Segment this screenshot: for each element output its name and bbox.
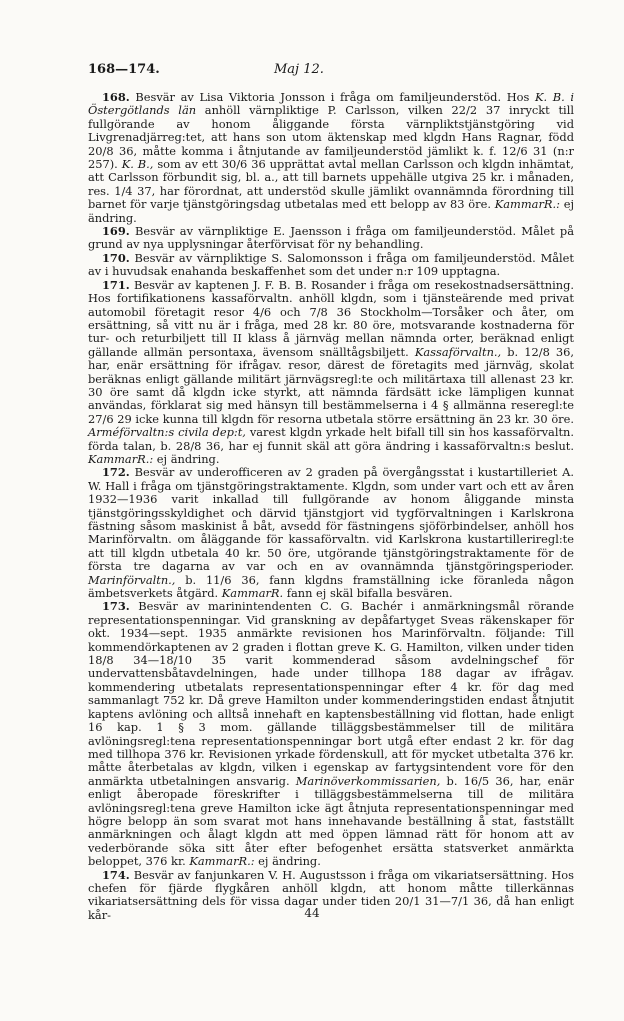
- date-heading: Maj 12.: [274, 62, 324, 77]
- page-number: 44: [304, 906, 320, 920]
- page-header: [88, 62, 574, 77]
- entry-172: 172. Besvär av underofficeren av 2 graden på övergångsstat i kustartilleriet A. W. Hall i fråga om tjänstgöringstraktamente. Klgdn, som under vart och ett av åren 1932—1936 varit inkallad till fullgörande av honom åliggande minsta tjänstgöringsskyldighet och därvid tjänstgjort vid tygförvaltningen i Karlskrona fästning såsom maskinist å båt, avsedd för fästningens sjöförbindelser, anhöll hos Marinförvaltn. om åläggande för kassaförvaltn. vid Karlskrona kustartilleriregl:te att till klgdn utbetala 40 kr. 50 öre, utgörande tjänstgöringstraktamente för de första tre dagarna av var och en av ovannämnda tjänstgöringsperioder. Marinförvaltn., b. 11/6 36, fann klgdns framställning icke föranleda någon ämbetsverkets åtgärd. KammarR. fann ej skäl bifalla besvären.: [88, 465, 574, 601]
- entry-170: 170. Besvär av värnpliktige S. Salomonsson i fråga om familjeunderstöd. Målet av i huvudsak enahanda beskaffenhet som det under n:r 109 upptagna.: [88, 250, 574, 279]
- entry-number: 170.: [102, 250, 130, 265]
- entry-number: 174.: [102, 867, 130, 882]
- entry-number: 169.: [102, 224, 130, 239]
- entry-number: 168.: [102, 90, 130, 104]
- entry-169: 169. Besvär av värnpliktige E. Jaensson i fråga om familjeunderstöd. Målet på grund av nya upplysningar återförvisat för ny behandling.: [88, 224, 574, 252]
- entry-number: 173.: [102, 599, 130, 614]
- entry-174: 174. Besvär av fanjunkaren V. H. Augustsson i fråga om vikariatsersättning. Hos chefen för fjärde flygkåren anhöll klgdn, att honom måtte tillerkännas vikariatsersättning dels för vissa dagar under tiden 20/1 31—7/1 36, då han enligt kår-: [88, 867, 574, 922]
- entry-173: 173. Besvär av marinintendenten C. G. Bachér i anmärkningsmål rörande representationspenningar. Vid granskning av depåfartyget Sveas räkenskaper för okt. 1934—sept. 1935 anmärkte revisionen hos Marinförvaltn. följande: Till kommendörkaptenen av 2 graden i flottan greve K. G. Hamilton, vilken under tiden 18/8 34—18/10 35 varit kommenderad såsom avdelningschef för undervattensbåtavdelningen, hade under tillhopa 188 dagar av ifrågav. kommendering utbetalats representationspenningar efter 4 kr. för dag med sammanlagt 752 kr. Då greve Hamilton under kommenderingstiden endast åtnjutit kaptens avlöning och alltså innehaft en kaptensbeställning vid flottan, hade enligt 16 kap. 1 § 3 mom. gällande tilläggsbestämmelser till de militära avlöningsregl:tena representationspenningar bort utgå efter endast 2 kr. för dag med tillhopa 376 kr. Revisionen yrkade fördenskull, att för mycket utbetalta 376 kr. måtte återbetalas av klgdn, vilken i egenskap av fartygsintendent vore för den anmärkta utbetalningen ansvarig. Marinöverkommissarien, b. 16/5 36, har, enär enligt åberopade föreskrifter i tilläggsbestämmelserna till de militära avlöningsregl:tena greve Hamilton icke ägt åtnjuta representationspenningar med högre belopp än som svarat mot hans innehavande beställning å stat, fastställt anmärkningen och ålagt klgdn att med öppen lämnad rätt för honom att av vederbörande söka sitt åter efter befogenhet ersätta statsverket anmärkta beloppet, 376 kr. KammarR.: ej ändring.: [88, 599, 574, 869]
- document-body: [88, 91, 574, 922]
- entry-168: 168. Besvär av Lisa Viktoria Jonsson i fråga om familjeunderstöd. Hos K. B. i Östergötlands län anhöll värnpliktige P. Carlsson, vilken 22/2 37 inryckt till fullgörande av honom åliggande första värnpliktstjänstgöring vid Livgrenadjärreg:tet, att hans son utom äktenskap med klgdn Hans Ragnar, född 20/8 36, måtte komma i åtnjutande av familjeunderstöd jämlikt k. f. 12/6 31 (n:r 257). K. B., som av ett 30/6 36 upprättat avtal mellan Carlsson och klgdn inhämtat, att Carlsson förbundit sig, bl. a., att till barnets uppehälle utgiva 25 kr. i månaden, res. 1/4 37, har förordnat, att understöd skulle jämlikt ovannämnda förordning till barnet för varje tjänstgöringsdag utbetalas med ett belopp av 83 öre. KammarR.: ej ändring.: [88, 90, 574, 225]
- entry-number: 172.: [102, 465, 130, 480]
- entry-number: 171.: [102, 277, 130, 292]
- entry-171: 171. Besvär av kaptenen J. F. B. B. Rosander i fråga om resekostnadsersättning. Hos fortifikationens kassaförvaltn. anhöll klgdn, som i tjänsteärende med privat automobil företagit resor 4/6 och 7/8 36 Stockholm—Torsåker och åter, om ersättning, så vitt nu är i fråga, med 28 kr. 80 öre, motsvarande kostnaderna för tur- och returbiljett till II klass å järnväg mellan nämnda orter, beräknad enligt gällande allmän persontaxa, ävensom snälltågsbiljett. Kassaförvaltn., b. 12/8 36, har, enär ersättning för ifrågav. resor, därest de företagits med järnväg, skolat beräknas enligt gällande militärt järnvägsregl:te och militärtaxa till allenast 23 kr. 30 öre samt då klgdn icke styrkt, att nämnda färdsätt icke lämpligen kunnat användas, förklarat sig med hänsyn till bestämmelserna i 4 § allmänna reseregl:te 27/6 29 icke kunna till klgdn för resorna utbetala större ersättning än 23 kr. 30 öre. Arméförvaltn:s civila dep:t, varest klgdn yrkade helt bifall till sin hos kassaförvaltn. förda talan, b. 28/8 36, har ej funnit skäl att göra ändring i kassaförvaltn:s beslut. KammarR.: ej ändring.: [88, 277, 575, 466]
- case-range: 168—174.: [88, 62, 160, 77]
